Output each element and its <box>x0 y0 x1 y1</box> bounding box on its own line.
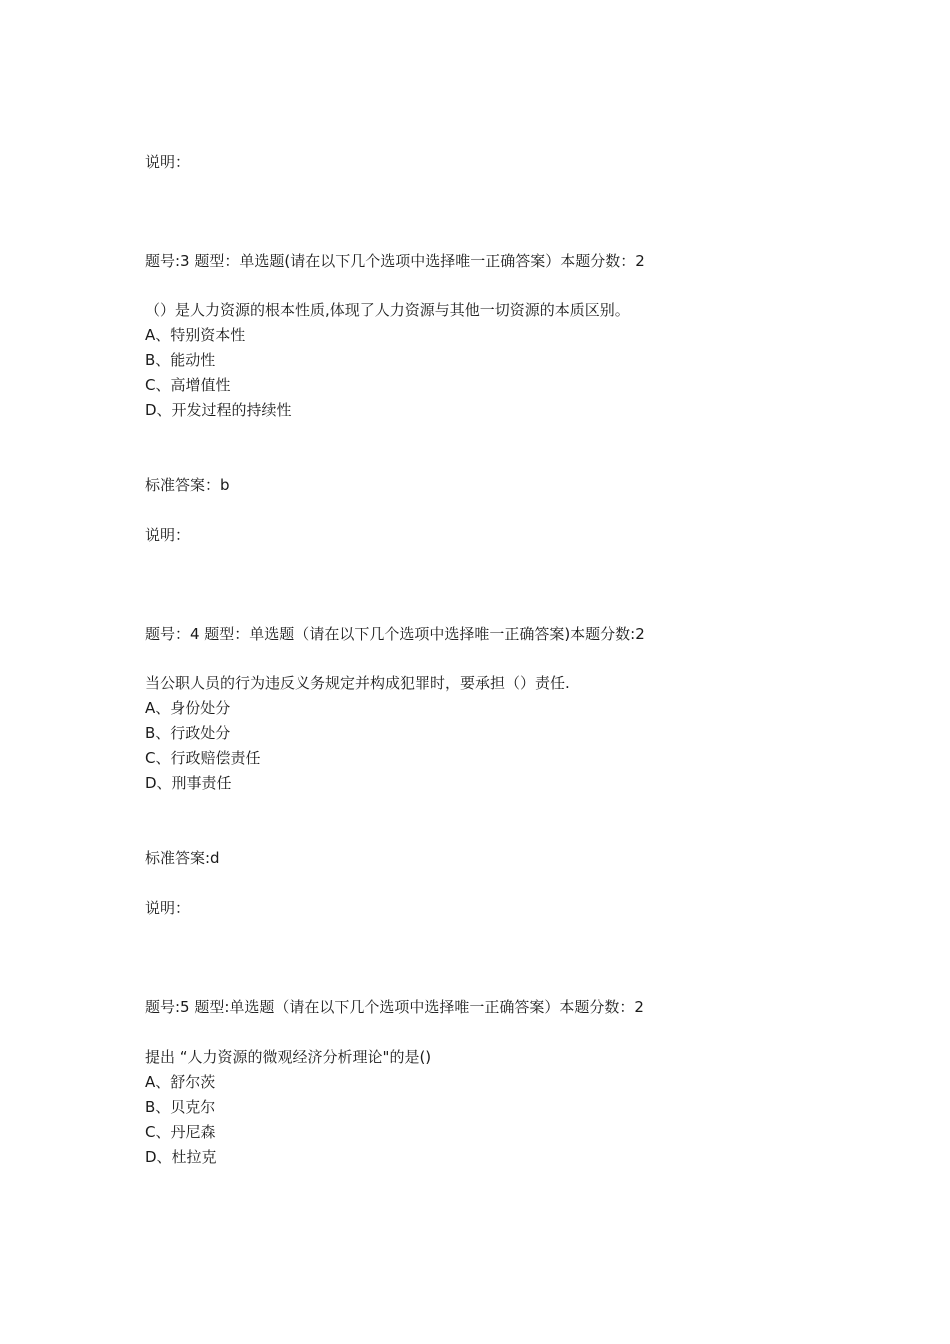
option-c: C、高增值性 <box>145 376 231 394</box>
standard-answer: 标准答案：b <box>145 476 230 494</box>
option-a: A、特别资本性 <box>145 326 246 344</box>
option-d: D、杜拉克 <box>145 1148 217 1166</box>
option-c: C、行政赔偿责任 <box>145 749 261 767</box>
option-c: C、丹尼森 <box>145 1123 216 1141</box>
option-d: D、开发过程的持续性 <box>145 401 292 419</box>
option-a: A、舒尔茨 <box>145 1073 216 1091</box>
question-stem: （）是人力资源的根本性质,体现了人力资源与其他一切资源的本质区别。 <box>145 301 630 319</box>
question-header: 题号:3 题型：单选题(请在以下几个选项中选择唯一正确答案）本题分数：2 <box>145 252 645 270</box>
question-header: 题号:5 题型:单选题（请在以下几个选项中选择唯一正确答案）本题分数：2 <box>145 998 644 1016</box>
option-b: B、能动性 <box>145 351 216 369</box>
option-d: D、刑事责任 <box>145 774 232 792</box>
question-header: 题号：4 题型：单选题（请在以下几个选项中选择唯一正确答案)本题分数:2 <box>145 625 645 643</box>
standard-answer: 标准答案:d <box>145 849 220 867</box>
explanation-label: 说明： <box>145 899 191 917</box>
question-stem: 提出 “人力资源的微观经济分析理论"的是() <box>145 1048 432 1066</box>
explanation-label: 说明： <box>145 153 191 171</box>
option-b: B、行政处分 <box>145 724 231 742</box>
option-b: B、贝克尔 <box>145 1098 216 1116</box>
option-a: A、身份处分 <box>145 699 231 717</box>
explanation-label: 说明： <box>145 526 191 544</box>
question-stem: 当公职人员的行为违反义务规定并构成犯罪时，要承担（）责任. <box>145 674 570 692</box>
